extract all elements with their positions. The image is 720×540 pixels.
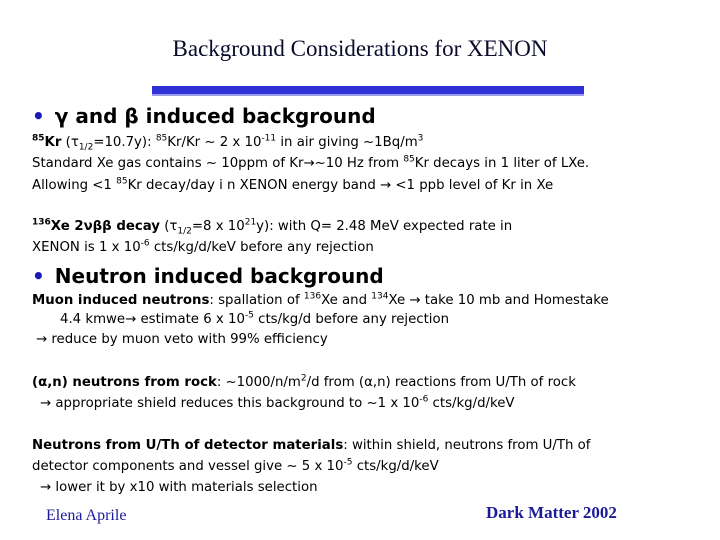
arrow-icon: → [36,332,48,347]
xe-line-1: $^{136}$Xe 2νββ decay ($\tau_{1/2}=8$ x $10^{21}y$): with Q= 2.48 MeV expected rate in [32,217,513,237]
title-underline-bar [152,86,584,96]
kr-line-1: $^{85}$Kr $(\tau_{1/2}=10.7y)$: $^{85}$Kr/Kr ~ 2 x $10^{-11}$ in air giving $\sim 1Bq/m^3$ [32,133,424,153]
muon-line-3: → reduce by muon veto with 99% efficiency [36,332,328,347]
section-heading-gamma-beta: • γ and β induced background [32,104,376,128]
muon-line-1: Muon induced neutrons: spallation of $^{136}$Xe and $^{134}$Xe → take 10 mb and Homestake [32,291,609,308]
slide-title: Background Considerations for XENON [172,36,548,61]
arrow-icon: → [409,293,421,308]
section-heading-neutron: • Neutron induced background [32,264,384,288]
detector-line-3: → lower it by x10 with materials selection [40,480,318,495]
xe-line-2: XENON is 1 x $10^{-6}$ cts/kg/d/keV before any rejection [32,238,374,255]
bullet-icon: • [32,264,45,288]
footer-author: Elena Aprile [46,507,127,524]
detector-line-2: detector components and vessel give ~ 5 x $10^{-5}$ cts/kg/d/keV [32,457,439,474]
kr-line-3: Allowing <1 $^{85}$Kr decay/day i n XENON energy band → <1 ppb level of Kr in Xe [32,176,554,193]
detector-line-1: Neutrons from U/Th of detector materials: within shield, neutrons from U/Th of [32,438,591,453]
arrow-icon: → [40,396,52,411]
bullet-icon: • [32,104,45,128]
footer-event: Dark Matter 2002 [486,503,617,522]
arrow-icon: → [125,312,137,327]
arrow-icon: → [303,156,315,171]
muon-line-2: 4.4 kmwe→ estimate 6 x $10^{-5}$ cts/kg/d before any rejection [60,310,450,327]
arrow-icon: → [40,480,52,495]
rock-line-2: → appropriate shield reduces this background to ~1 x $10^{-6}$ cts/kg/d/keV [40,394,515,411]
rock-line-1: (α,n) neutrons from rock: $\sim 1000/n/m^2/d$ from (α,n) reactions from U/Th of rock [32,373,576,390]
kr-line-2: Standard Xe gas contains ~ 10ppm of Kr→~10 Hz from $^{85}$Kr decays in 1 liter of LXe. [32,154,590,171]
arrow-icon: → [380,178,392,193]
